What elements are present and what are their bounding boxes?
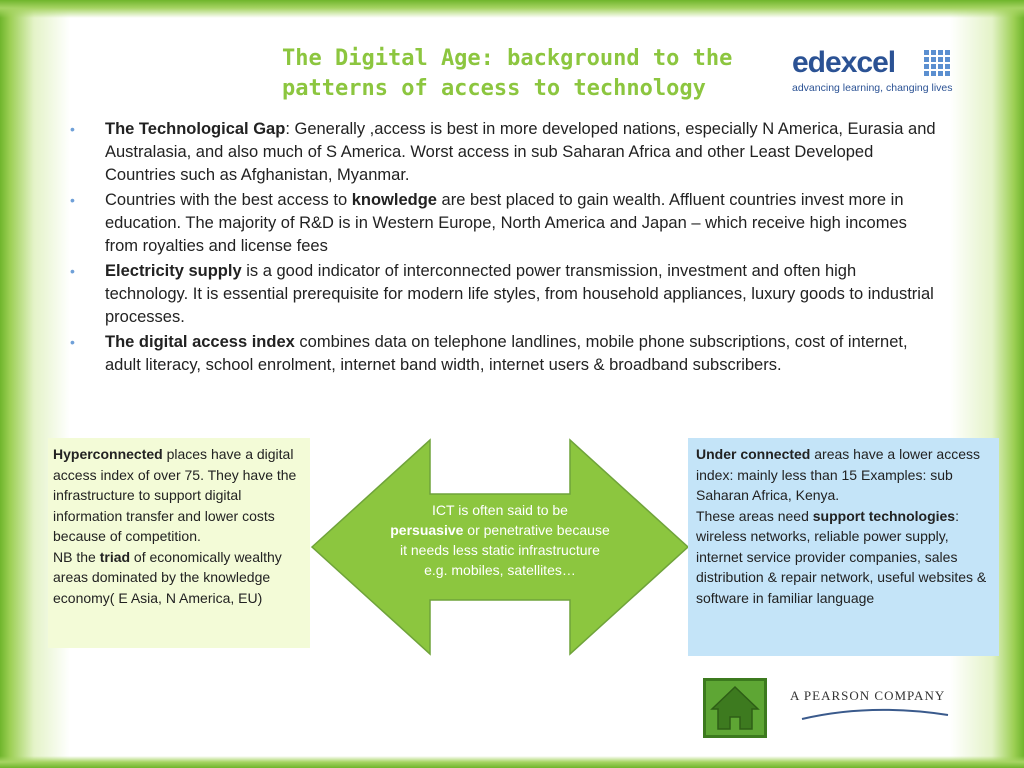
right-box-pre-2: These areas need (696, 507, 813, 524)
arrow-bold: persuasive (390, 522, 464, 538)
bullet-dot-icon: • (70, 121, 75, 137)
bullet-bold: The Technological Gap (105, 120, 286, 138)
bullet-bold: The digital access index (105, 333, 295, 351)
title-line-2: patterns of access to technology (282, 76, 706, 101)
left-box-text-1: places have a digital access index of over 75. They have the infrastructure to support digital information transfer and lower costs because of competition. (53, 446, 297, 544)
bullet-dot-icon: • (70, 263, 75, 279)
logo-tagline: advancing learning, changing lives (792, 82, 953, 94)
home-icon (706, 681, 764, 735)
bullet-item (70, 189, 940, 258)
top-frame-border (0, 0, 1024, 18)
bullet-text: : Generally ,access is best in more developed nations, especially N America, Eurasia and Australasia, and also much of S America. Worst access in sub Saharan Africa and other Least Developed Countries such as Afghanistan, Myanmar. (105, 120, 936, 184)
bullet-item (70, 331, 940, 377)
bullet-text: are best placed to gain wealth. Affluent countries invest more in education. The majority of R&D is in Western Europe, North America and Japan – which receive high incomes from royalties and license fees (105, 191, 907, 255)
left-box-bold-2: triad (99, 548, 131, 565)
bullet-dot-icon: • (70, 192, 75, 208)
right-box-bold-1: Under connected (696, 446, 811, 462)
left-box-bold-1: Hyperconnected (53, 446, 163, 462)
bullet-list (70, 118, 940, 379)
ict-persuasive-text (390, 500, 610, 580)
left-box-text-2: of economically wealthy areas dominated by the knowledge economy( E Asia, N America, EU) (53, 548, 282, 606)
bullet-text: combines data on telephone landlines, mobile phone subscriptions, cost of internet, adult literacy, school enrolment, internet band width, internet users & broadband subscribers. (105, 333, 908, 374)
bullet-bold: knowledge (351, 191, 437, 209)
bottom-frame-border (0, 756, 1024, 768)
logo-dots-icon (924, 50, 954, 80)
bullet-dot-icon: • (70, 334, 75, 350)
slide-title (282, 44, 762, 104)
title-line-1: The Digital Age: background to the (282, 46, 733, 71)
bullet-bold: Electricity supply (105, 262, 242, 280)
right-box-bold-2: support technologies (812, 507, 956, 524)
bullet-pre: Countries with the best access to (105, 191, 352, 209)
home-button[interactable] (703, 678, 767, 738)
left-box-pre-2: NB the (53, 548, 100, 565)
under-connected-box (688, 438, 999, 656)
arrow-text-1: ICT is often said to be (432, 502, 568, 518)
bullet-text: is a good indicator of interconnected power transmission, investment and often high technology. It is essential prerequisite for modern life styles, from household appliances, luxury goods to industrial processes. (105, 262, 934, 326)
hyperconnected-box (48, 438, 310, 648)
pearson-swoosh-icon (800, 705, 950, 721)
arrow-text-2: or penetrative because it needs less static infrastructure e.g. mobiles, satellites… (400, 522, 610, 578)
bullet-item (70, 260, 940, 329)
right-box-text-2: : wireless networks, reliable power supply, internet service provider companies, sales distribution & repair network, useful websites & software in familiar language (696, 507, 987, 606)
edexcel-logo (790, 46, 960, 98)
bullet-item (70, 118, 940, 187)
right-box-text-1: areas have a lower access index: mainly less than 15 Examples: sub Saharan Africa, Kenya. (696, 446, 980, 503)
logo-word: edexcel (792, 46, 896, 79)
pearson-company-label: A PEARSON COMPANY (790, 688, 946, 703)
